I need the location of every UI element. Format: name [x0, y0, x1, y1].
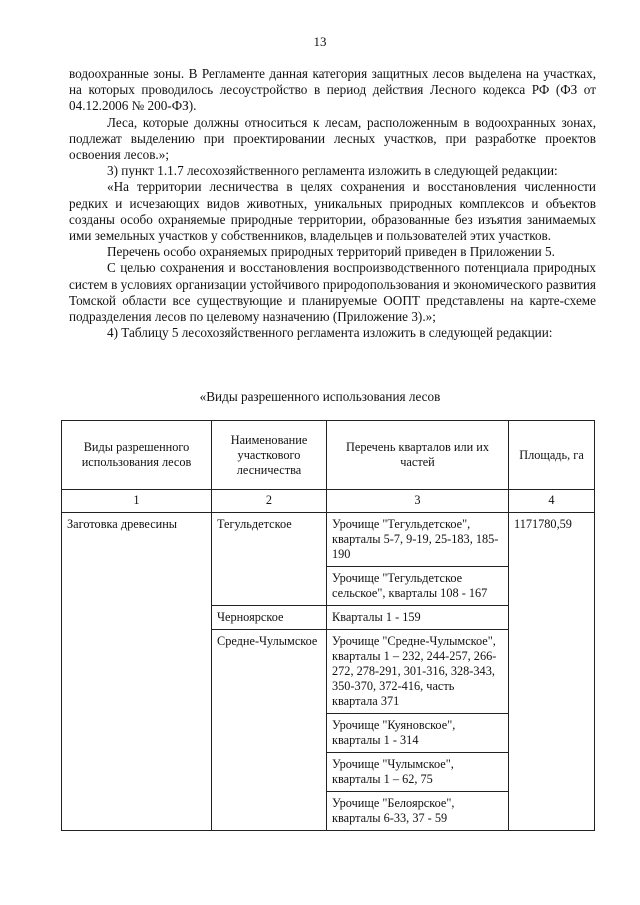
block-list-cell: Урочище "Белоярское", кварталы 6-33, 37 - 59 [327, 792, 509, 831]
block-list-cell: Урочище "Тегульдетское сельское", кварталы 108 - 167 [327, 567, 509, 606]
header-block-list: Перечень кварталов или их частей [327, 421, 509, 490]
header-area: Площадь, га [509, 421, 595, 490]
paragraph-protected-territories: «На территории лесничества в целях сохранения и восстановления численности редких и исчезающих видов животных, уникальных природных комплексов и объектов созданы особо охраняемые природные территории, образованные без изъятия занимаемых ими земельных участков у собственников, владельцев и пользователей этих участков. [69, 179, 596, 244]
use-type-cell: Заготовка древесины [62, 513, 212, 831]
column-number: 2 [212, 490, 327, 513]
header-forestry-name: Наименование участкового лесничества [212, 421, 327, 490]
column-number: 4 [509, 490, 595, 513]
table-header-row [62, 421, 595, 490]
permitted-use-table [61, 420, 595, 831]
forestry-name-cell: Черноярское [212, 606, 327, 630]
area-cell: 1171780,59 [509, 513, 595, 831]
forestry-name-cell: Тегульдетское [212, 513, 327, 606]
block-list-cell: Урочище "Чулымское", кварталы 1 – 62, 75 [327, 753, 509, 792]
paragraph-item-3: 3) пункт 1.1.7 лесохозяйственного регламента изложить в следующей редакции: [107, 163, 558, 179]
header-use-type: Виды разрешенного использования лесов [62, 421, 212, 490]
table-row [62, 513, 595, 567]
block-list-cell: Кварталы 1 - 159 [327, 606, 509, 630]
page-number: 13 [313, 34, 327, 49]
column-number: 3 [327, 490, 509, 513]
block-list-cell: Урочище "Средне-Чулымское", кварталы 1 – 232, 244-257, 266-272, 278-291, 301-316, 328-343, 350-370, 372-416, часть квартала 371 [327, 630, 509, 714]
paragraph-conservation-goal: С целью сохранения и восстановления воспроизводственного потенциала природных систем в условиях организации устойчивого природопользования и экономического развития Томской области все существующие и планируемые ООПТ представлены на карте-схеме подразделения лесов по целевому назначению (Приложение 3).»; [69, 260, 596, 325]
column-number-row [62, 490, 595, 513]
block-list-cell: Урочище "Тегульдетское", кварталы 5-7, 9-19, 25-183, 185-190 [327, 513, 509, 567]
paragraph-list-reference: Перечень особо охраняемых природных территорий приведен в Приложении 5. [107, 244, 555, 260]
paragraph-water-protection-zones: водоохранные зоны. В Регламенте данная категория защитных лесов выделена на участках, на которых проводилось лесоустройство в период действия Лесного кодекса РФ (ФЗ от 04.12.2006 № 200-ФЗ). [69, 66, 596, 114]
paragraph-item-4: 4) Таблицу 5 лесохозяйственного регламента изложить в следующей редакции: [107, 325, 553, 341]
column-number: 1 [62, 490, 212, 513]
forestry-name-cell: Средне-Чулымское [212, 630, 327, 831]
block-list-cell: Урочище "Куяновское", кварталы 1 - 314 [327, 714, 509, 753]
table-title: «Виды разрешенного использования лесов [199, 389, 441, 404]
paragraph-forests-in-zones: Леса, которые должны относиться к лесам, расположенным в водоохранных зонах, подлежат выделению при проектировании лесных участков, при разработке проектов освоения лесов.»; [69, 114, 596, 163]
document-body [69, 66, 596, 341]
